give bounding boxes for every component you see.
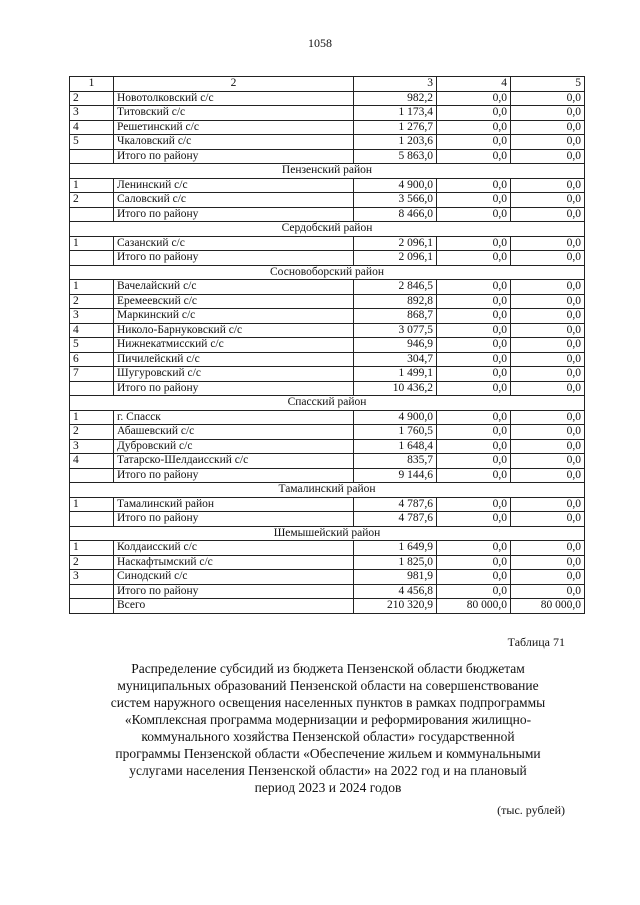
row-value-2022: 5 863,0: [354, 149, 437, 164]
table-row: [70, 599, 585, 614]
row-value-2024: 0,0: [511, 352, 585, 367]
table-row: [70, 352, 585, 367]
table-row: [70, 512, 585, 527]
table-row: [70, 584, 585, 599]
section-row: [70, 265, 585, 280]
row-name: Николо-Барнуковский с/с: [114, 323, 354, 338]
table-row: [70, 410, 585, 425]
header-col-2: 2: [114, 77, 354, 92]
row-value-2023: 0,0: [437, 120, 511, 135]
table-row: [70, 193, 585, 208]
table-row: [70, 280, 585, 295]
row-value-2023: 0,0: [437, 236, 511, 251]
table-row: [70, 106, 585, 121]
row-value-2023: 0,0: [437, 323, 511, 338]
title-line: Распределение субсидий из бюджета Пензенской области бюджетам: [131, 661, 525, 676]
row-value-2024: 0,0: [511, 135, 585, 150]
row-value-2024: 0,0: [511, 338, 585, 353]
row-value-2022: 892,8: [354, 294, 437, 309]
row-number: [70, 599, 114, 614]
row-value-2022: 10 436,2: [354, 381, 437, 396]
row-number: 6: [70, 352, 114, 367]
section-title: Шемышейский район: [70, 526, 585, 541]
row-number: [70, 251, 114, 266]
title-line: муниципальных образований Пензенской области на совершенствование: [117, 678, 539, 693]
row-value-2024: 0,0: [511, 193, 585, 208]
table-row: [70, 555, 585, 570]
row-name: Синодский с/с: [114, 570, 354, 585]
row-name: Чкаловский с/с: [114, 135, 354, 150]
row-value-2022: 835,7: [354, 454, 437, 469]
row-value-2023: 0,0: [437, 468, 511, 483]
row-number: 1: [70, 236, 114, 251]
row-name: Ленинский с/с: [114, 178, 354, 193]
row-value-2023: 0,0: [437, 497, 511, 512]
row-value-2022: 981,9: [354, 570, 437, 585]
row-value-2024: 0,0: [511, 381, 585, 396]
row-value-2022: 1 760,5: [354, 425, 437, 440]
row-value-2022: 1 203,6: [354, 135, 437, 150]
row-value-2023: 0,0: [437, 541, 511, 556]
row-name: Итого по району: [114, 512, 354, 527]
row-value-2024: 0,0: [511, 120, 585, 135]
title-line: коммунального хозяйства Пензенской области» государственной: [141, 729, 515, 744]
table-row: [70, 236, 585, 251]
row-value-2024: 0,0: [511, 541, 585, 556]
row-value-2023: 0,0: [437, 352, 511, 367]
row-value-2023: 0,0: [437, 584, 511, 599]
row-value-2022: 4 456,8: [354, 584, 437, 599]
row-value-2024: 0,0: [511, 570, 585, 585]
row-value-2022: 3 077,5: [354, 323, 437, 338]
section-title: Сосновоборский район: [70, 265, 585, 280]
row-value-2024: 0,0: [511, 323, 585, 338]
row-number: 3: [70, 106, 114, 121]
row-number: 7: [70, 367, 114, 382]
row-number: 1: [70, 541, 114, 556]
title-line: «Комплексная программа модернизации и реформирования жилищно-: [124, 712, 532, 727]
row-number: 1: [70, 280, 114, 295]
row-number: [70, 207, 114, 222]
row-number: 3: [70, 309, 114, 324]
row-name: Наскафтымский с/с: [114, 555, 354, 570]
row-value-2024: 0,0: [511, 425, 585, 440]
row-value-2022: 1 825,0: [354, 555, 437, 570]
row-number: 2: [70, 555, 114, 570]
row-value-2023: 0,0: [437, 439, 511, 454]
row-number: 5: [70, 338, 114, 353]
row-value-2022: 4 787,6: [354, 497, 437, 512]
row-value-2023: 0,0: [437, 280, 511, 295]
row-value-2023: 80 000,0: [437, 599, 511, 614]
row-value-2024: 0,0: [511, 410, 585, 425]
row-name: Нижнекатмисский с/с: [114, 338, 354, 353]
row-value-2022: 4 900,0: [354, 178, 437, 193]
row-value-2023: 0,0: [437, 367, 511, 382]
header-col-4: 4: [437, 77, 511, 92]
row-value-2022: 4 787,6: [354, 512, 437, 527]
row-value-2023: 0,0: [437, 193, 511, 208]
row-name: Пичилейский с/с: [114, 352, 354, 367]
row-name: Еремеевский с/с: [114, 294, 354, 309]
table-row: [70, 120, 585, 135]
row-name: Сазанский с/с: [114, 236, 354, 251]
row-value-2024: 80 000,0: [511, 599, 585, 614]
row-name: Итого по району: [114, 251, 354, 266]
section-row: [70, 396, 585, 411]
row-value-2022: 1 649,9: [354, 541, 437, 556]
row-value-2022: 4 900,0: [354, 410, 437, 425]
section-row: [70, 222, 585, 237]
row-name: Итого по району: [114, 149, 354, 164]
row-number: 1: [70, 410, 114, 425]
document-title: [70, 660, 586, 796]
row-value-2023: 0,0: [437, 338, 511, 353]
row-name: Решетинский с/с: [114, 120, 354, 135]
row-value-2023: 0,0: [437, 309, 511, 324]
row-value-2022: 1 276,7: [354, 120, 437, 135]
table-row: [70, 541, 585, 556]
title-line: период 2023 и 2024 годов: [254, 780, 402, 795]
row-number: [70, 584, 114, 599]
row-number: 2: [70, 294, 114, 309]
row-name: Вачелайский с/с: [114, 280, 354, 295]
table-row: [70, 439, 585, 454]
table-row: [70, 367, 585, 382]
row-value-2024: 0,0: [511, 207, 585, 222]
row-number: 3: [70, 439, 114, 454]
row-value-2024: 0,0: [511, 584, 585, 599]
table-row: [70, 178, 585, 193]
row-value-2022: 1 648,4: [354, 439, 437, 454]
row-number: [70, 512, 114, 527]
row-value-2024: 0,0: [511, 178, 585, 193]
row-number: 2: [70, 193, 114, 208]
table-row: [70, 381, 585, 396]
row-number: [70, 149, 114, 164]
row-value-2023: 0,0: [437, 178, 511, 193]
row-number: 4: [70, 120, 114, 135]
row-name: Итого по району: [114, 468, 354, 483]
header-col-5: 5: [511, 77, 585, 92]
row-name: Всего: [114, 599, 354, 614]
title-line: программы Пензенской области «Обеспечение жильем и коммунальными: [115, 746, 541, 761]
row-name: Тамалинский район: [114, 497, 354, 512]
row-value-2024: 0,0: [511, 512, 585, 527]
row-value-2022: 1 173,4: [354, 106, 437, 121]
subsidy-table: [69, 76, 585, 614]
row-name: Титовский с/с: [114, 106, 354, 121]
row-number: 3: [70, 570, 114, 585]
row-value-2022: 304,7: [354, 352, 437, 367]
section-row: [70, 164, 585, 179]
row-name: Итого по району: [114, 381, 354, 396]
row-value-2024: 0,0: [511, 367, 585, 382]
row-name: Саловский с/с: [114, 193, 354, 208]
row-number: 4: [70, 454, 114, 469]
row-value-2022: 3 566,0: [354, 193, 437, 208]
row-value-2023: 0,0: [437, 294, 511, 309]
row-value-2024: 0,0: [511, 555, 585, 570]
row-value-2023: 0,0: [437, 425, 511, 440]
section-row: [70, 483, 585, 498]
row-name: Колдаисский с/с: [114, 541, 354, 556]
row-number: 4: [70, 323, 114, 338]
row-value-2022: 982,2: [354, 91, 437, 106]
table-row: [70, 207, 585, 222]
row-name: Итого по району: [114, 584, 354, 599]
row-number: 2: [70, 425, 114, 440]
table-row: [70, 309, 585, 324]
row-value-2023: 0,0: [437, 555, 511, 570]
row-number: 1: [70, 178, 114, 193]
row-value-2023: 0,0: [437, 381, 511, 396]
row-value-2024: 0,0: [511, 236, 585, 251]
row-value-2024: 0,0: [511, 309, 585, 324]
row-value-2022: 9 144,6: [354, 468, 437, 483]
title-line: услугами населения Пензенской области» на 2022 год и на плановый: [129, 763, 527, 778]
row-value-2023: 0,0: [437, 149, 511, 164]
section-title: Тамалинский район: [70, 483, 585, 498]
row-name: Итого по району: [114, 207, 354, 222]
row-value-2023: 0,0: [437, 512, 511, 527]
row-value-2022: 2 096,1: [354, 251, 437, 266]
row-value-2024: 0,0: [511, 454, 585, 469]
table-row: [70, 454, 585, 469]
row-value-2024: 0,0: [511, 497, 585, 512]
row-value-2023: 0,0: [437, 251, 511, 266]
row-number: 5: [70, 135, 114, 150]
table-row: [70, 323, 585, 338]
units-note: (тыс. рублей): [497, 803, 565, 817]
row-value-2024: 0,0: [511, 294, 585, 309]
row-value-2024: 0,0: [511, 439, 585, 454]
row-number: [70, 468, 114, 483]
row-value-2023: 0,0: [437, 410, 511, 425]
table-row: [70, 570, 585, 585]
row-value-2022: 946,9: [354, 338, 437, 353]
row-value-2022: 2 096,1: [354, 236, 437, 251]
section-title: Пензенский район: [70, 164, 585, 179]
row-name: г. Спасск: [114, 410, 354, 425]
row-value-2022: 1 499,1: [354, 367, 437, 382]
row-name: Абашевский с/с: [114, 425, 354, 440]
table-row: [70, 251, 585, 266]
row-name: Шугуровский с/с: [114, 367, 354, 382]
table-label: Таблица 71: [507, 635, 565, 649]
row-value-2023: 0,0: [437, 454, 511, 469]
row-name: Татарско-Шелдаисский с/с: [114, 454, 354, 469]
row-value-2024: 0,0: [511, 149, 585, 164]
row-name: Новотолковский с/с: [114, 91, 354, 106]
table-row: [70, 338, 585, 353]
row-name: Маркинский с/с: [114, 309, 354, 324]
header-col-3: 3: [354, 77, 437, 92]
row-name: Дубровский с/с: [114, 439, 354, 454]
table-row: [70, 91, 585, 106]
section-title: Спасский район: [70, 396, 585, 411]
title-line: систем наружного освещения населенных пунктов в рамках подпрограммы: [110, 695, 546, 710]
row-value-2024: 0,0: [511, 468, 585, 483]
table-row: [70, 294, 585, 309]
section-title: Сердобский район: [70, 222, 585, 237]
row-number: 2: [70, 91, 114, 106]
row-value-2022: 868,7: [354, 309, 437, 324]
table-row: [70, 425, 585, 440]
row-value-2024: 0,0: [511, 251, 585, 266]
table-header-row: [70, 77, 585, 92]
row-value-2023: 0,0: [437, 570, 511, 585]
row-number: [70, 381, 114, 396]
section-row: [70, 526, 585, 541]
row-value-2023: 0,0: [437, 207, 511, 222]
row-value-2024: 0,0: [511, 280, 585, 295]
table-row: [70, 149, 585, 164]
page-number: 1058: [308, 36, 332, 50]
table-row: [70, 135, 585, 150]
row-value-2022: 2 846,5: [354, 280, 437, 295]
row-value-2023: 0,0: [437, 91, 511, 106]
table-row: [70, 468, 585, 483]
row-value-2024: 0,0: [511, 106, 585, 121]
row-value-2022: 8 466,0: [354, 207, 437, 222]
header-col-1: 1: [70, 77, 114, 92]
row-number: 1: [70, 497, 114, 512]
row-value-2023: 0,0: [437, 106, 511, 121]
row-value-2024: 0,0: [511, 91, 585, 106]
row-value-2022: 210 320,9: [354, 599, 437, 614]
table-row: [70, 497, 585, 512]
row-value-2023: 0,0: [437, 135, 511, 150]
